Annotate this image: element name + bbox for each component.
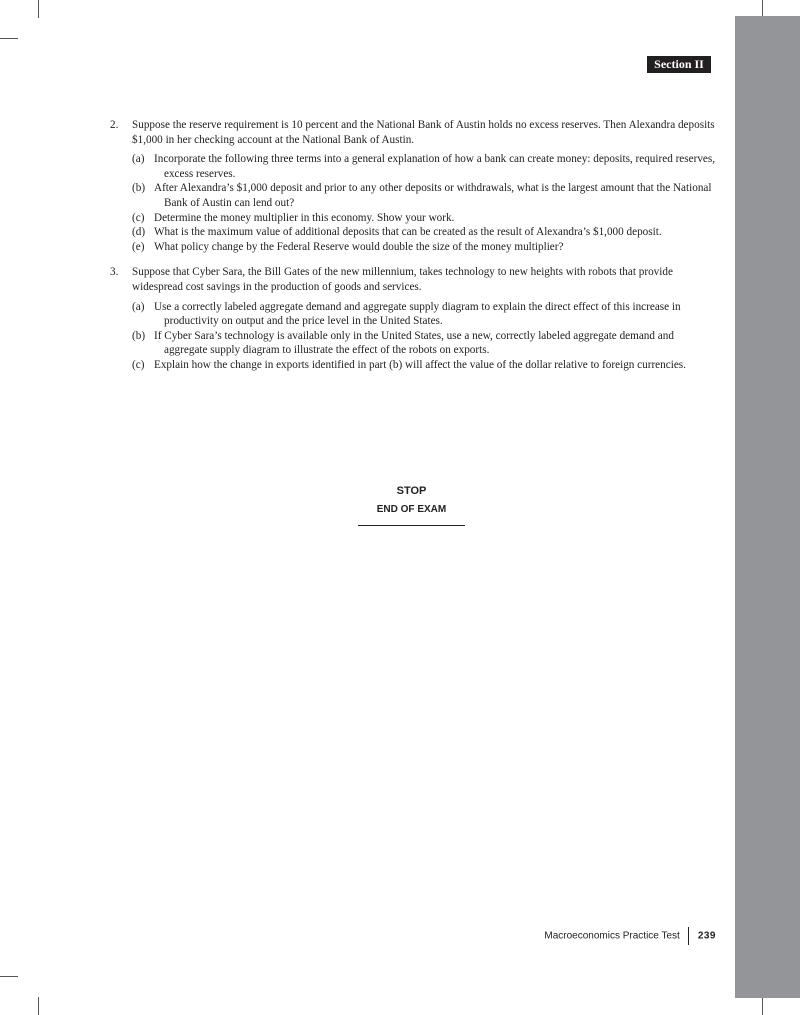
footer-divider [688, 927, 689, 945]
question-part [132, 358, 720, 373]
stop-heading: STOP [396, 485, 427, 497]
crop-mark [38, 997, 39, 1015]
page-edge-tab [735, 16, 800, 998]
part-label: (a) [132, 300, 145, 313]
part-text: What policy change by the Federal Reserve would double the size of the money multiplier? [154, 240, 564, 253]
crop-mark [762, 997, 763, 1015]
section-label: Section II [647, 56, 711, 73]
question-list [110, 118, 720, 384]
question-part [132, 329, 720, 358]
part-label: (a) [132, 153, 145, 166]
question-2 [110, 118, 720, 254]
question-part [132, 240, 720, 255]
question-part [132, 211, 720, 226]
part-label: (c) [132, 358, 145, 371]
part-text: What is the maximum value of additional deposits that can be created as the result of Alexandra’s $1,000 deposit. [154, 226, 662, 239]
part-label: (b) [132, 182, 146, 195]
part-text: Determine the money multiplier in this economy. Show your work. [154, 211, 455, 224]
question-part [132, 152, 720, 181]
page-footer [520, 927, 716, 945]
part-label: (d) [132, 226, 146, 239]
question-3 [110, 265, 720, 372]
crop-mark [38, 0, 39, 18]
part-text: After Alexandra’s $1,000 deposit and prior to any other deposits or withdrawals, what is the largest amount that the National Bank of Austin can lend out? [154, 182, 712, 209]
part-label: (e) [132, 240, 145, 253]
part-text: If Cyber Sara’s technology is available only in the United States, use a new, correctly labeled aggregate demand and aggregate supply diagram to illustrate the effect of the robots on exports. [154, 329, 674, 357]
page-number: 239 [697, 930, 716, 942]
question-part [132, 225, 720, 240]
running-title: Macroeconomics Practice Test [544, 930, 680, 942]
part-label: (b) [132, 329, 146, 342]
part-text: Use a correctly labeled aggregate demand and aggregate supply diagram to explain the direct effect of this increase in productivity on output and the price level in the United States. [154, 300, 681, 328]
part-text: Explain how the change in exports identified in part (b) will affect the value of the dollar relative to foreign currencies. [154, 358, 686, 371]
end-of-exam-block [358, 484, 465, 526]
part-text: Incorporate the following three terms into a general explanation of how a bank can create money: deposits, required reserves, excess reserves. [154, 153, 716, 180]
question-stem: Suppose the reserve requirement is 10 percent and the National Bank of Austin holds no excess reserves. Then Alexandra deposits $1,000 in her checking account at the National Bank of Austin. [132, 119, 715, 146]
part-label: (c) [132, 211, 145, 224]
end-rule-divider [358, 525, 465, 526]
question-part [132, 300, 720, 329]
question-part [132, 181, 720, 210]
crop-mark [0, 38, 18, 39]
crop-mark [0, 976, 18, 977]
question-number: 2. [110, 119, 119, 131]
question-number: 3. [110, 266, 119, 279]
question-stem: Suppose that Cyber Sara, the Bill Gates of the new millennium, takes technology to new heights with robots that provide widespread cost savings in the production of goods and services. [132, 266, 673, 293]
end-of-exam-label: END OF EXAM [376, 504, 447, 515]
